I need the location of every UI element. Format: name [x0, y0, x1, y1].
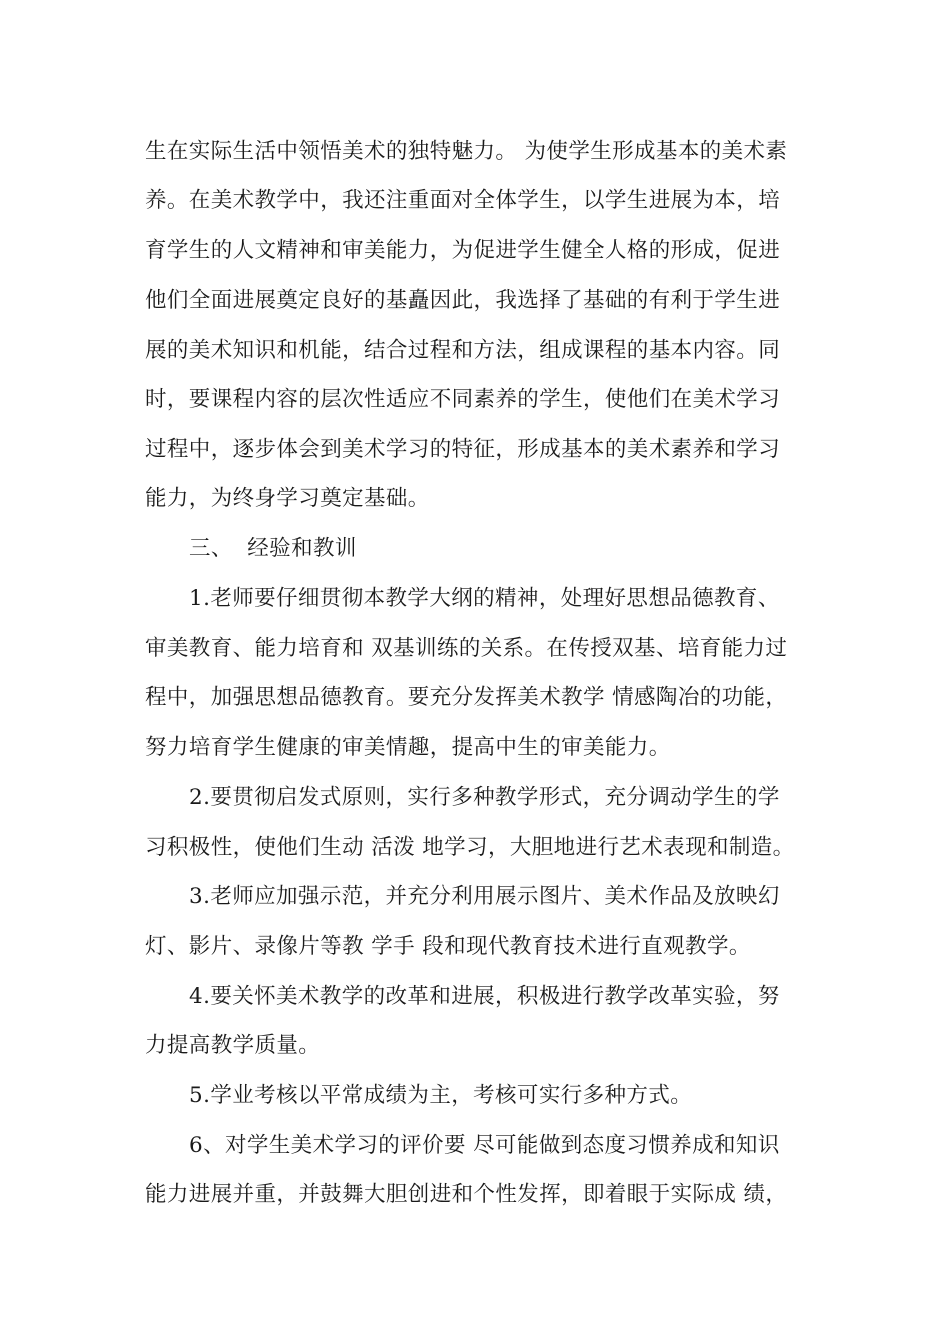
list-item-line: 能力进展并重，并鼓舞大胆创进和个性发挥，即着眼于实际成 绩， [145, 1182, 788, 1207]
list-item-line: 6、对学生美术学习的评价要 尽可能做到态度习惯养成和知识 [189, 1133, 780, 1158]
paragraph-line: 展的美术知识和机能，结合过程和方法，组成课程的基本内容。同 [145, 338, 781, 363]
list-item-line: 4.要关怀美术教学的改革和进展，积极进行教学改革实验，努 [189, 984, 780, 1009]
list-item-line: 3.老师应加强示范，并充分利用展示图片、美术作品及放映幻 [189, 884, 780, 909]
paragraph-line: 过程中，逐步体会到美术学习的特征，形成基本的美术素养和学习 [145, 437, 781, 462]
paragraph-line: 养。在美术教学中，我还注重面对全体学生，以学生进展为本，培 [145, 188, 781, 213]
paragraph-line: 能力，为终身学习奠定基础。 [145, 486, 430, 511]
list-item-line: 努力培育学生健康的审美情趣，提高中生的审美能力。 [145, 735, 671, 760]
list-item-line: 程中，加强思想品德教育。要充分发挥美术教学 情感陶冶的功能， [145, 685, 788, 710]
list-item-line: 5.学业考核以平常成绩为主，考核可实行多种方式。 [189, 1083, 693, 1108]
list-item-line: 审美教育、能力培育和 双基训练的关系。在传授双基、培育能力过 [145, 636, 788, 661]
list-item-line: 1.老师要仔细贯彻本教学大纲的精神，处理好思想品德教育、 [189, 586, 780, 611]
section-heading: 三、 经验和教训 [189, 536, 357, 561]
list-item-line: 2.要贯彻启发式原则，实行多种教学形式，充分调动学生的学 [189, 785, 780, 810]
list-item-line: 习积极性，使他们生动 活泼 地学习，大胆地进行艺术表现和制造。 [145, 835, 795, 860]
paragraph-line: 生在实际生活中领悟美术的独特魅力。 为使学生形成基本的美术素 [145, 139, 788, 164]
paragraph-line: 时，要课程内容的层次性适应不同素养的学生，使他们在美术学习 [145, 387, 781, 412]
paragraph-line: 他们全面进展奠定良好的基矗因此，我选择了基础的有利于学生进 [145, 288, 781, 313]
list-item-line: 灯、影片、录像片等教 学手 段和现代教育技术进行直观教学。 [145, 934, 751, 959]
list-item-line: 力提高教学质量。 [145, 1033, 321, 1058]
paragraph-line: 育学生的人文精神和审美能力，为促进学生健全人格的形成，促进 [145, 238, 781, 263]
